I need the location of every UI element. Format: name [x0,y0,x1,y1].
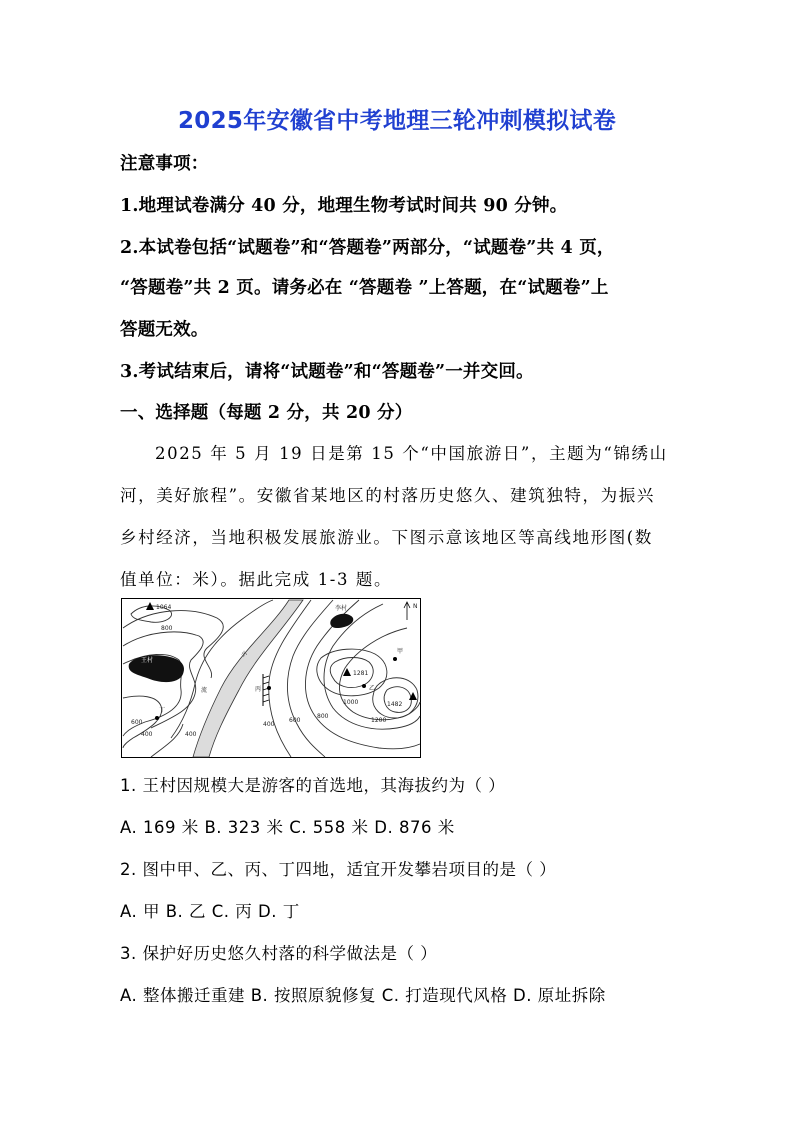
contour-label: 800 [161,625,173,632]
question-2-options: A. 甲 B. 乙 C. 丙 D. 丁 [120,902,300,921]
question-1-stem: 1. 王村因规模大是游客的首选地，其海拔约为（ ） [120,776,506,795]
notice-heading: 注意事项： [120,154,209,174]
notice-item-2-line-2: “答题卷”共 2 页。请务必在 “答题卷 ”上答题，在“试题卷”上 [120,278,609,298]
contour-map [121,598,421,758]
place-bing-label: 丙 [255,686,262,693]
peak-1482-label: 1482 [387,701,403,708]
place-yi-label: 乙 [369,685,376,692]
contour-label: 400 [141,731,153,738]
section-heading-choice: 一、选择题（每题 2 分，共 20 分） [120,403,413,423]
contour-label: 1200 [371,717,387,724]
place-bing-dot [267,686,271,690]
village-wang-label: 王村 [141,657,154,664]
question-2-stem: 2. 图中甲、乙、丙、丁四地，适宜开发攀岩项目的是（ ） [120,860,557,879]
contour-label: 400 [185,731,197,738]
passage-line-4: 值单位：米）。据此完成 1-3 题。 [120,570,393,589]
river-label-1: 小 [241,651,248,658]
peak-1281-label: 1281 [353,670,369,677]
notice-item-2-line-3: 答题无效。 [120,320,209,340]
place-ding-dot [155,716,159,720]
contour-label: 600 [131,719,143,726]
place-jia-label: 甲 [397,648,404,655]
question-1-options: A. 169 米 B. 323 米 C. 558 米 D. 876 米 [120,818,455,837]
north-label: N [413,603,418,610]
contour-label: 1000 [343,699,359,706]
contour-label: 800 [317,713,329,720]
passage-line-3: 乡村经济，当地积极发展旅游业。下图示意该地区等高线地形图(数 [120,528,653,547]
passage-line-2: 河，美好旅程”。安徽省某地区的村落历史悠久、建筑独特，为振兴 [120,486,655,505]
peak-1064-label: 1064 [156,604,172,611]
notice-item-2-line-1: 2.本试卷包括“试题卷”和“答题卷”两部分，“试题卷”共 4 页， [120,238,615,258]
page-title: 2025年安徽省中考地理三轮冲刺模拟试卷 [177,108,616,134]
river-label-2: 流 [201,687,208,694]
contour-label: 600 [289,717,301,724]
passage-line-1: 2025 年 5 月 19 日是第 15 个“中国旅游日”，主题为“锦绣山 [155,444,668,463]
contour-label: 400 [263,721,275,728]
question-3-options: A. 整体搬迁重建 B. 按照原貌修复 C. 打造现代风格 D. 原址拆除 [120,986,606,1005]
question-3-stem: 3. 保护好历史悠久村落的科学做法是（ ） [120,944,438,963]
place-yi-dot [362,684,366,688]
place-ding-label: 丁 [159,707,166,714]
notice-item-1: 1.地理试卷满分 40 分，地理生物考试时间共 90 分钟。 [120,196,568,216]
notice-item-3: 3.考试结束后，请将“试题卷”和“答题卷”一并交回。 [120,362,534,382]
place-jia-dot [393,657,397,661]
village-li-label: 李村 [335,605,348,612]
